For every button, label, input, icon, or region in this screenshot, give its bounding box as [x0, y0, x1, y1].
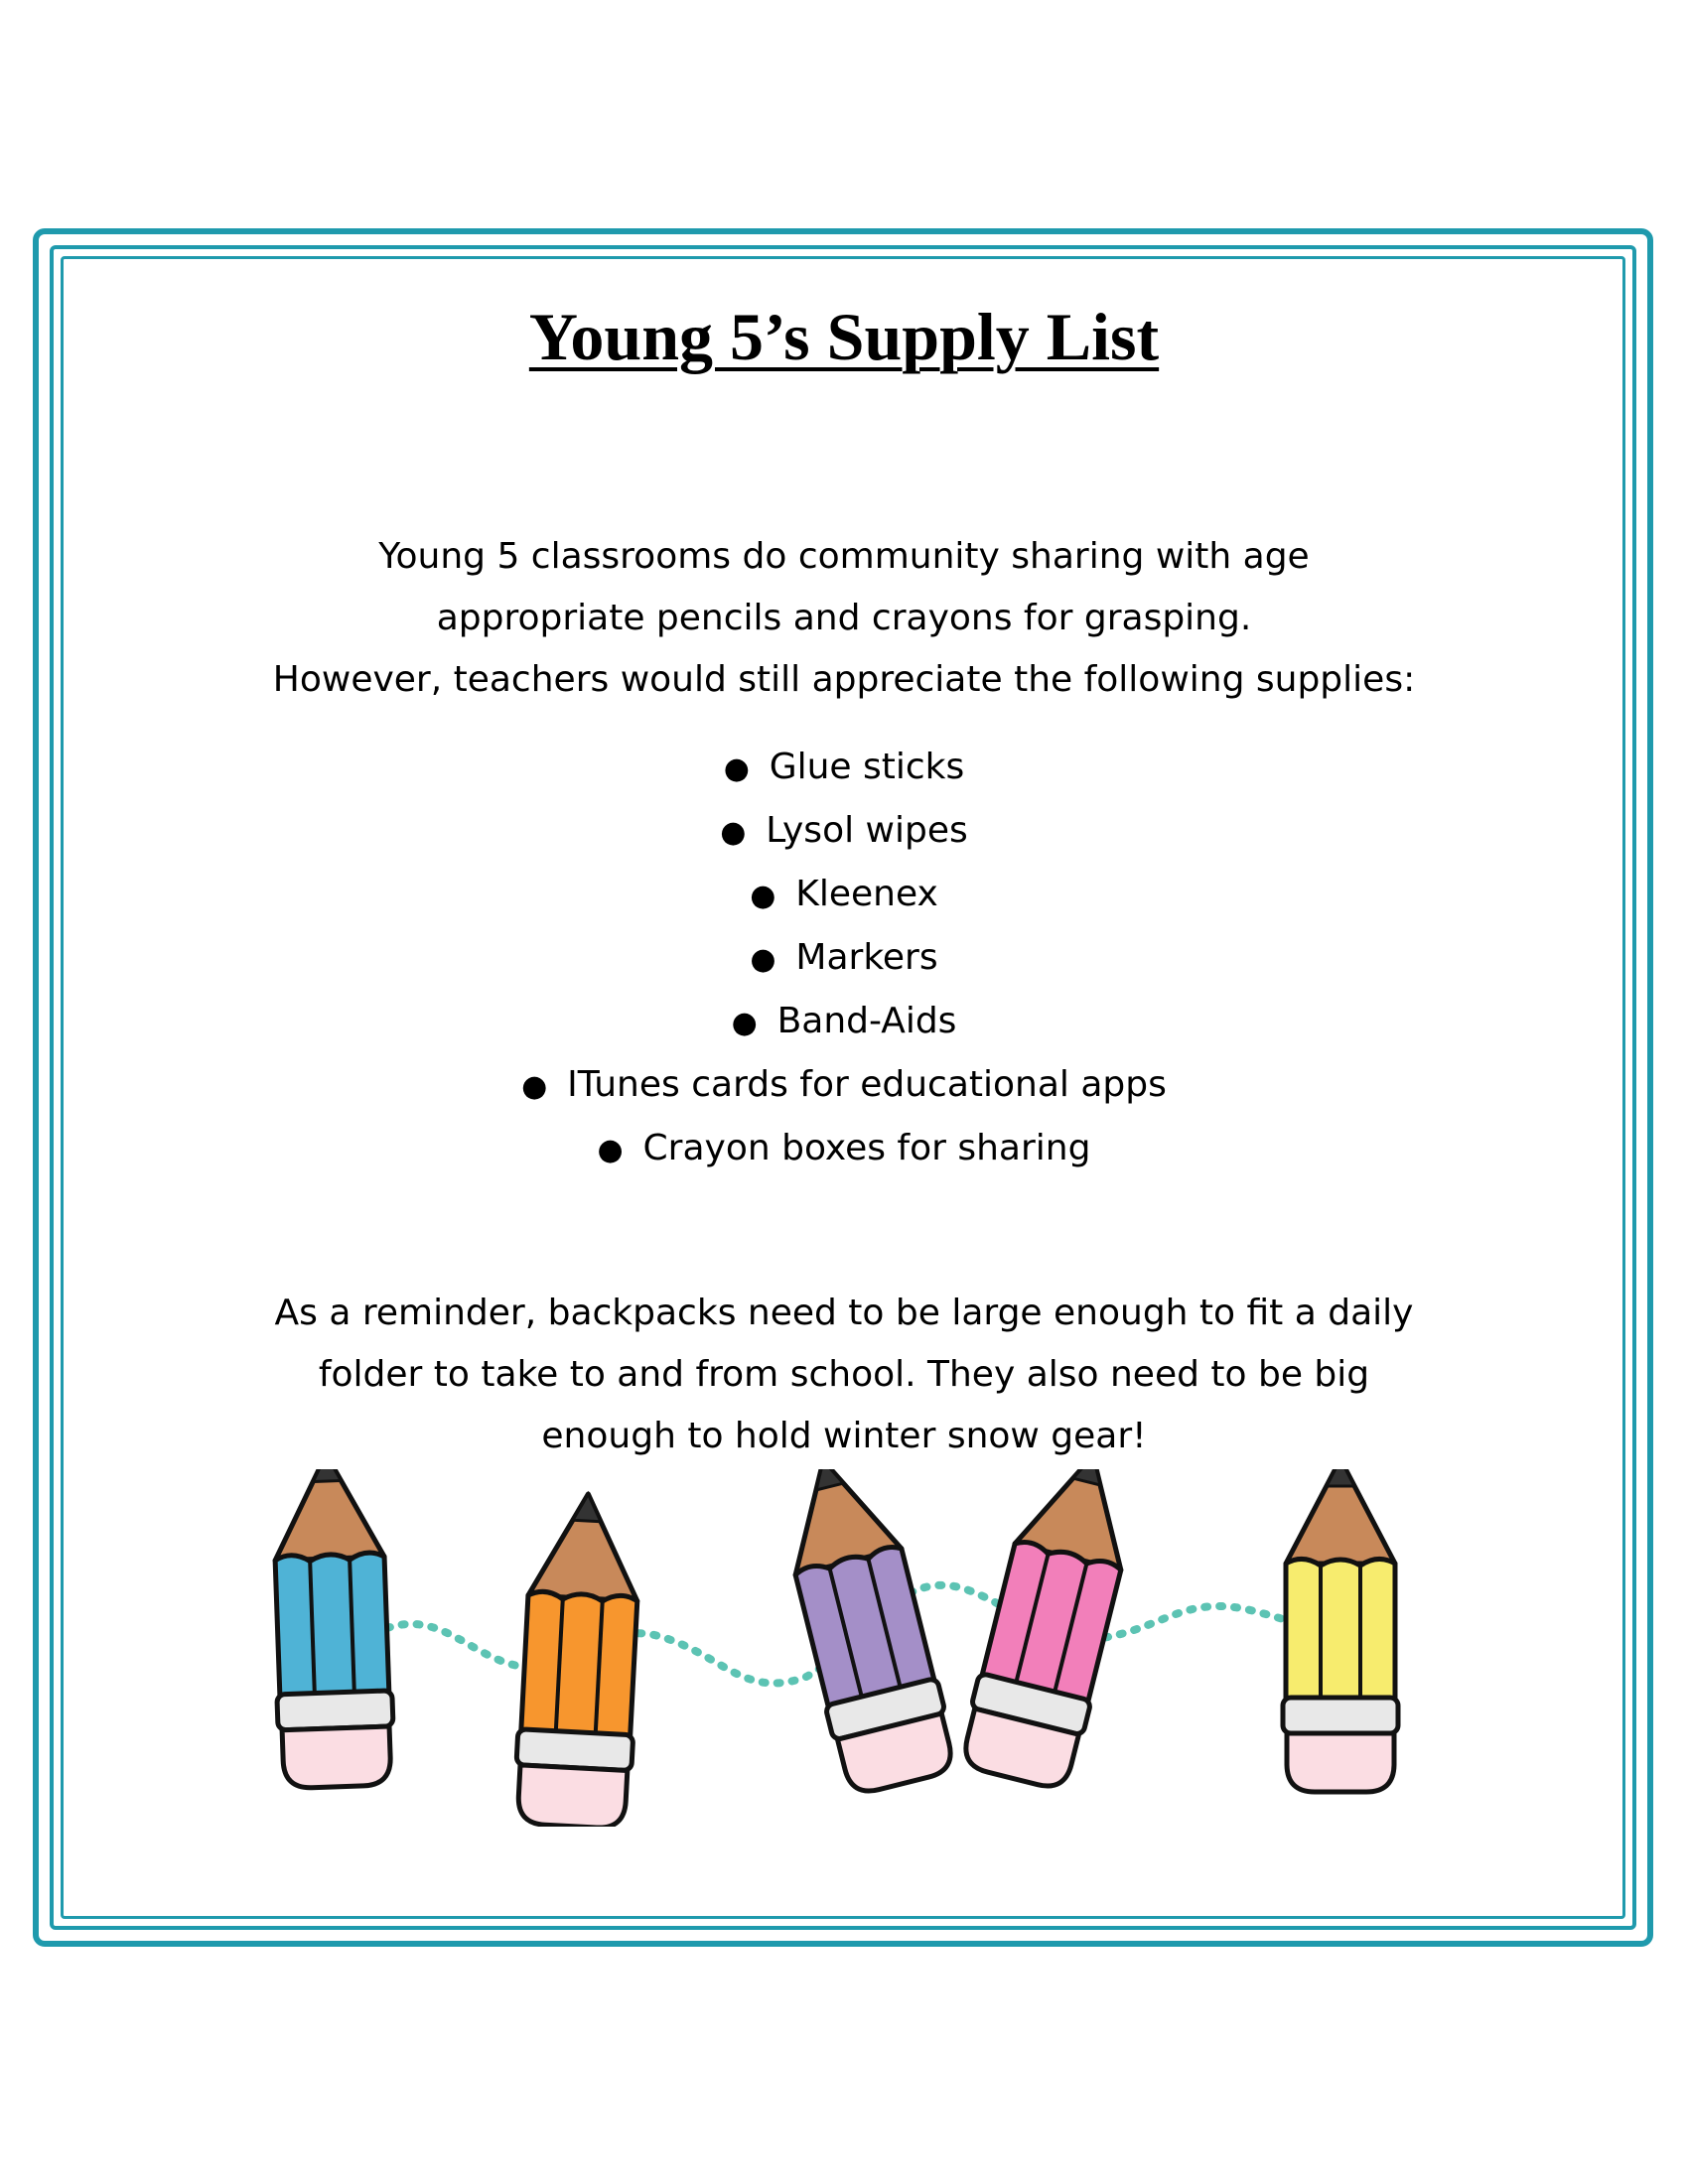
supply-item [0, 800, 1688, 864]
intro-line: Young 5 classrooms do community sharing with age [378, 536, 1310, 577]
supply-item [0, 864, 1688, 927]
supply-item-label: Lysol wipes [766, 810, 968, 851]
supply-item-label: Crayon boxes for sharing [642, 1128, 1091, 1168]
bullet-icon: ● [731, 1006, 758, 1040]
supply-item [0, 991, 1688, 1054]
pencil-icon [1283, 1469, 1398, 1792]
bullet-icon: ● [521, 1069, 548, 1104]
pencil-icon [768, 1469, 960, 1797]
intro-paragraph [0, 526, 1688, 711]
supply-item [0, 737, 1688, 800]
intro-line: However, teachers would still appreciate the following supplies: [272, 659, 1416, 700]
bullet-icon: ● [597, 1133, 624, 1167]
bullet-icon: ● [750, 942, 776, 977]
supply-item [0, 927, 1688, 991]
reminder-line: As a reminder, backpacks need to be large enough to fit a daily [274, 1293, 1414, 1333]
reminder-paragraph [0, 1283, 1688, 1467]
bullet-icon: ● [750, 879, 776, 913]
supply-item-label: ITunes cards for educational apps [567, 1064, 1167, 1105]
supply-list [0, 737, 1688, 1181]
intro-line: appropriate pencils and crayons for grasping. [436, 598, 1252, 638]
reminder-line: enough to hold winter snow gear! [541, 1416, 1147, 1456]
supply-item-label: Band-Aids [776, 1001, 957, 1041]
reminder-line: folder to take to and from school. They also need to be big [318, 1354, 1370, 1395]
pencil-icon [513, 1491, 645, 1827]
pencil-decoration [248, 1469, 1440, 1827]
supply-item-label: Markers [795, 937, 938, 978]
supply-item [0, 1054, 1688, 1118]
bullet-icon: ● [720, 815, 747, 850]
supply-item [0, 1118, 1688, 1181]
bullet-icon: ● [723, 751, 750, 786]
page-title: Young 5’s Supply List [528, 299, 1160, 374]
supply-item-label: Kleenex [795, 874, 938, 914]
pencil-icon [268, 1469, 395, 1789]
supply-item-label: Glue sticks [769, 747, 965, 787]
